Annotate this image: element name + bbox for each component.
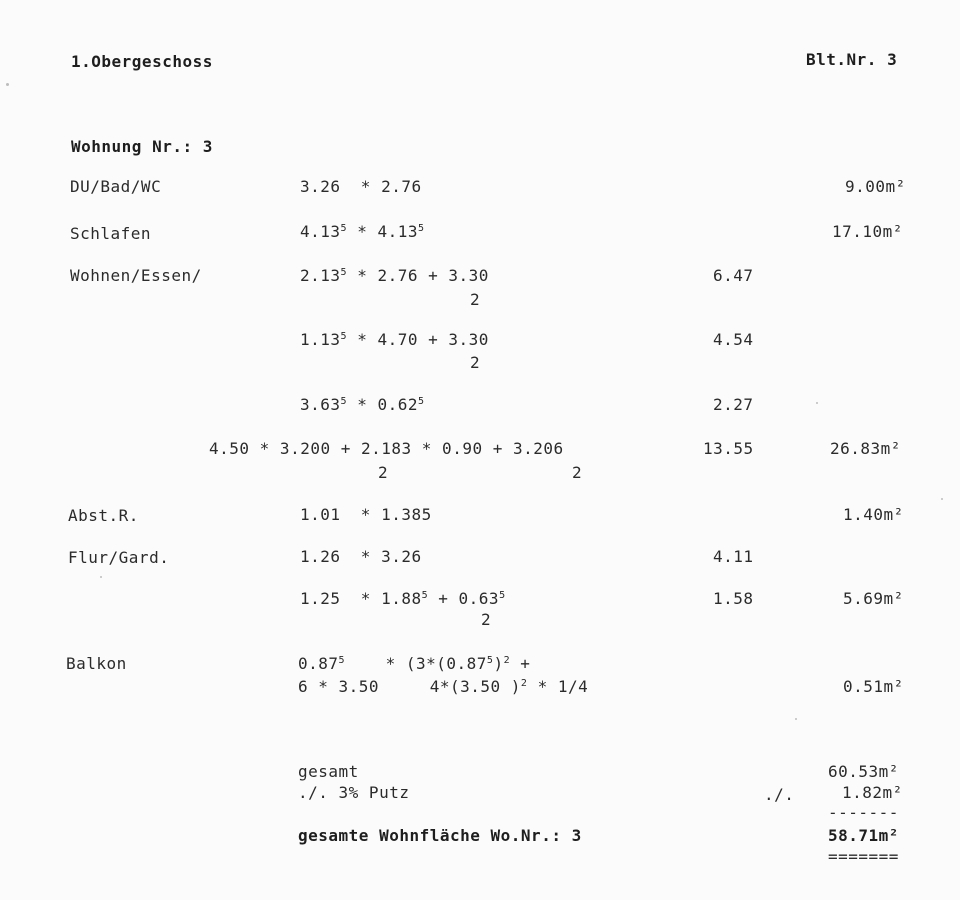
scan-speck xyxy=(795,718,797,720)
putz-value: 1.82m² xyxy=(842,783,903,802)
calc-wohnen-4: 4.50 * 3.200 + 2.183 * 0.90 + 3.206 xyxy=(209,439,564,458)
total-balkon: 0.51m² xyxy=(843,677,904,696)
calc-du-bad-wc: 3.26 * 2.76 xyxy=(300,177,422,196)
apartment-label: Wohnung Nr.: 3 xyxy=(71,137,213,156)
room-wohnen-essen: Wohnen/Essen/ xyxy=(70,266,202,285)
floor-title: 1.Obergeschoss xyxy=(71,52,213,71)
calc-balkon-2: 6 * 3.50 4*(3.50 )$^2$ * 1/4 xyxy=(298,677,589,696)
sub-wohnen-4: 13.55 xyxy=(703,439,754,458)
total-flur: 5.69m² xyxy=(843,589,904,608)
calc-balkon-1: 0.87$^5$ * ($3*(0.87^5)^2$ + xyxy=(298,654,531,673)
divisor-wohnen-1: 2 xyxy=(470,290,481,309)
room-du-bad-wc: DU/Bad/WC xyxy=(70,177,162,196)
calc-schlafen: 4.13$^5$ * 4.13$^5$ xyxy=(300,222,425,241)
final-value: 58.71m² xyxy=(828,826,899,845)
divisor-wohnen-2: 2 xyxy=(470,353,481,372)
subtotal-dashes: ------- xyxy=(828,803,899,822)
calc-wohnen-2: 1.13$^5$ * 4.70 + 3.30 xyxy=(300,330,489,349)
scan-speck xyxy=(941,498,943,500)
total-abst-r: 1.40m² xyxy=(843,505,904,524)
room-schlafen: Schlafen xyxy=(70,224,152,243)
scan-speck xyxy=(6,83,9,86)
total-schlafen: 17.10m² xyxy=(832,222,903,241)
gesamt-label: gesamt xyxy=(298,762,359,781)
final-label: gesamte Wohnfläche Wo.Nr.: 3 xyxy=(298,826,582,845)
total-wohnen: 26.83m² xyxy=(830,439,901,458)
sub-flur-1: 4.11 xyxy=(713,547,754,566)
sub-flur-2: 1.58 xyxy=(713,589,754,608)
sub-wohnen-1: 6.47 xyxy=(713,266,754,285)
total-du-bad-wc: 9.00m² xyxy=(845,177,906,196)
divisor-wohnen-4a: 2 xyxy=(378,463,389,482)
divisor-flur-2: 2 xyxy=(481,610,492,629)
room-abst-r: Abst.R. xyxy=(68,506,139,525)
gesamt-value: 60.53m² xyxy=(828,762,899,781)
sub-wohnen-2: 4.54 xyxy=(713,330,754,349)
calc-flur-2: $1.25 * 1.88^5 + 0.63^5$ xyxy=(300,589,506,608)
sheet-number: Blt.Nr. 3 xyxy=(806,50,898,69)
calc-wohnen-1: 2.13$^5$ * 2.76 + 3.30 xyxy=(300,266,489,285)
calc-abst-r: 1.01 * 1.385 xyxy=(300,505,432,524)
room-flur-gard: Flur/Gard. xyxy=(68,548,170,567)
scan-speck xyxy=(816,402,818,404)
putz-label: ./. 3% Putz xyxy=(298,783,410,802)
putz-minus: ./. xyxy=(764,785,795,804)
calc-flur-1: 1.26 * 3.26 xyxy=(300,547,422,566)
divisor-wohnen-4b: 2 xyxy=(572,463,583,482)
scan-speck xyxy=(100,576,102,578)
room-balkon: Balkon xyxy=(66,654,127,673)
final-double-underline: ======= xyxy=(828,847,899,866)
sub-wohnen-3: 2.27 xyxy=(713,395,754,414)
calc-wohnen-3: 3.63$^5$ * 0.62$^5$ xyxy=(300,395,425,414)
